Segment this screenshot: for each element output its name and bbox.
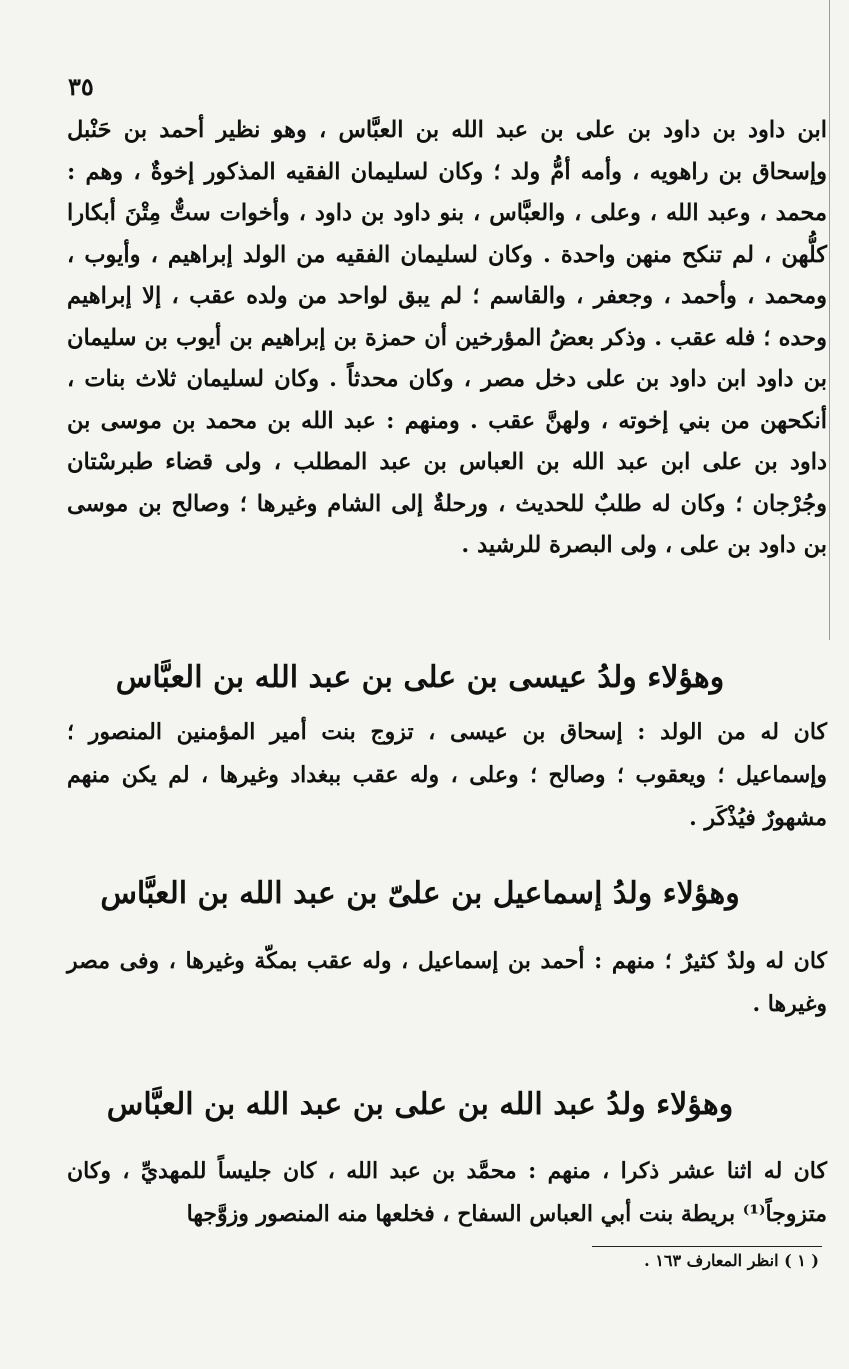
page-number: ٣٥ <box>68 72 94 101</box>
footnote-divider <box>592 1246 822 1247</box>
section-paragraph-ismail: كان له ولدٌ كثيرٌ ؛ منهم : أحمد بن إسماعيل ، وله عقب بمكّة وغيرها ، وفى مصر وغيرها . <box>67 948 827 1017</box>
intro-paragraph: ابن داود بن داود بن على بن عبد الله بن العبَّاس ، وهو نظير أحمد بن حَنْبل وإسحاق بن راهويه ، وأمه أمُّ ولد ؛ وكان لسليمان الفقيه المذكور إخوةٌ ، وهم : محمد ، وعبد الله ، وعلى ، والعبَّاس ، بنو داود بن داود ، وأخوات ستٌّ مِتْنَ أبكارا كلُّهن ، لم تنكح منهن واحدة . وكان لسليمان الفقيه من الولد إبراهيم ، وأيوب ، ومحمد ، وأحمد ، وجعفر ، والقاسم ؛ لم يبق لواحد من ولده عقب ، إلا إبراهيم وحده ؛ فله عقب . وذكر بعضُ المؤرخين أن حمزة بن إبراهيم بن أيوب بن سليمان بن داود ابن داود بن على دخل مصر ، وكان محدثاً . وكان لسليمان ثلاث بنات ، أنكحهن من بني إخوته ، ولهنَّ عقب . ومنهم : عبد الله بن محمد بن موسى بن داود بن على ابن عبد الله بن العباس بن عبد المطلب ، ولى قضاء طبرسْتان وجُرْجان ؛ وكان له طلبٌ للحديث ، ورحلةٌ إلى الشام وغيرها ؛ وصالح بن موسى بن داود بن على ، ولى البصرة للرشيد . <box>67 117 827 558</box>
section-paragraph-isa: كان له من الولد : إسحاق بن عيسى ، تزوج بنت أمير المؤمنين المنصور ؛ وإسماعيل ؛ ويعقوب ؛ وصالح ؛ وعلى ، وله عقب ببغداد وغيرها ، لم يكن منهم مشهورٌ فيُذْكَر . <box>67 719 827 831</box>
section-heading-isa: وهؤلاء ولدُ عيسى بن على بن عبد الله بن العبَّاس <box>115 660 725 695</box>
footnote: ( ١ ) انظر المعارف ١٦٣ . <box>644 1251 819 1270</box>
section-paragraph-abdallah: كان له اثنا عشر ذكرا ، منهم : محمَّد بن عبد الله ، كان جليساً للمهديِّ ، وكان متزوجاً⁽¹⁾ بريطة بنت أبي العباس السفاح ، فخلعها منه المنصور وزوَّجها <box>67 1158 827 1227</box>
section-heading-ismail: وهؤلاء ولدُ إسماعيل بن علىّ بن عبد الله بن العبَّاس <box>100 876 740 911</box>
section-heading-abdallah: وهؤلاء ولدُ عبد الله بن على بن عبد الله بن العبَّاس <box>106 1087 734 1122</box>
page-edge-line <box>829 0 830 640</box>
